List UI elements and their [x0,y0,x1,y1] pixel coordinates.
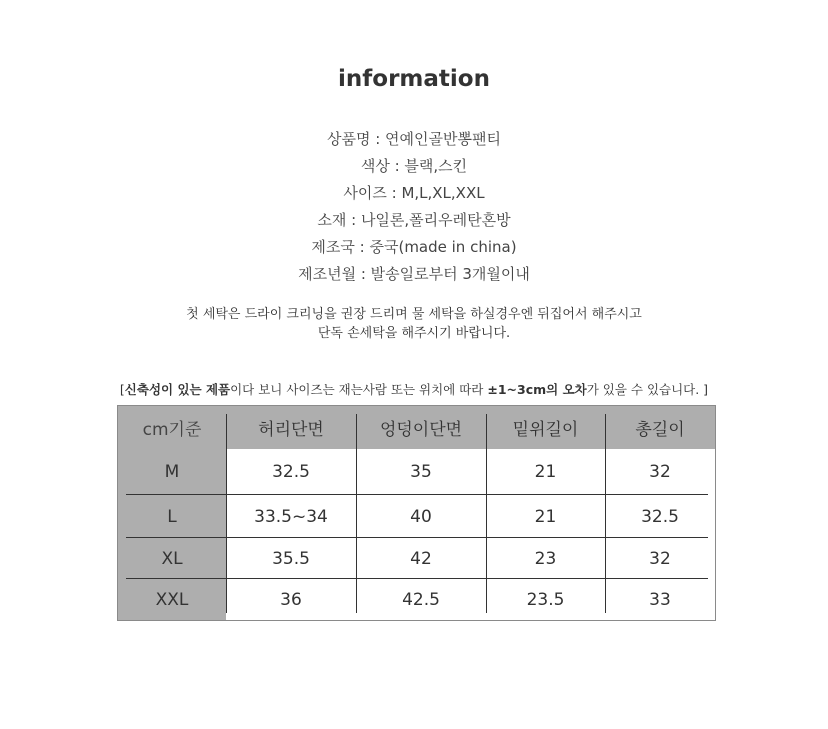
cell-l-rise: 21 [534,507,557,527]
row-size-xxl: XXL [155,590,189,610]
info-material: 소재 : 나일론,폴리우레탄혼방 [317,211,511,229]
info-country: 제조국 : 중국(made in china) [311,238,517,256]
cell-xxl-waist: 36 [280,590,302,610]
grid-vline-1 [226,414,227,613]
care-line-1: 첫 세탁은 드라이 크리닝을 권장 드리며 물 세탁을 하실경우엔 뒤집어서 해주시고 [186,307,642,322]
grid-hline-2 [126,537,708,538]
cell-xxl-length: 33 [649,590,671,610]
grid-hline-3 [126,578,708,579]
cell-xl-rise: 23 [534,549,557,569]
cell-m-waist: 32.5 [272,462,310,482]
grid-hline-1 [126,494,708,495]
cell-xl-waist: 35.5 [272,549,310,569]
care-instructions [0,305,828,343]
info-color: 색상 : 블랙,스킨 [360,157,468,175]
size-table [117,405,716,621]
info-size: 사이즈 : M,L,XL,XXL [343,184,485,202]
grid-vline-3 [486,414,487,613]
row-size-xl: XL [161,549,183,569]
cell-l-waist: 33.5~34 [254,507,328,527]
grid-vline-2 [356,414,357,613]
cell-m-length: 32 [649,462,671,482]
cell-m-rise: 21 [534,462,557,482]
care-line-2: 단독 손세탁을 해주시기 바랍니다. [317,326,511,341]
cell-xl-hip: 42 [410,549,432,569]
info-product-name: 상품명 : 연예인골반뽕팬티 [327,130,501,148]
cell-l-hip: 40 [410,507,432,527]
notice-bold-1: 신축성이 있는 제품 [124,382,231,397]
cell-m-hip: 35 [410,462,432,482]
notice-text-2: 가 있을 수 있습니다. ] [586,382,709,397]
notice-bold-2: ±1~3cm의 오차 [487,382,587,397]
header-waist: 허리단면 [258,420,324,440]
row-size-m: M [164,462,180,482]
cell-l-length: 32.5 [641,507,679,527]
header-cm-basis: cm기준 [142,420,202,440]
page-title: information [338,66,490,92]
notice-open: [ [119,382,125,397]
cell-xxl-rise: 23.5 [526,590,565,610]
header-rise: 밑위길이 [512,420,579,440]
header-total-length: 총길이 [635,420,685,440]
info-manufacture-date: 제조년월 : 발송일로부터 3개월이내 [298,265,530,283]
cell-xxl-hip: 42.5 [402,590,440,610]
size-notice [0,380,828,398]
header-hip: 엉덩이단면 [379,420,463,440]
product-info-list [0,126,828,288]
cell-xl-length: 32 [649,549,671,569]
notice-text-1: 이다 보니 사이즈는 재는사람 또는 위치에 따라 [230,382,488,397]
grid-vline-4 [605,414,606,613]
row-size-l: L [167,507,177,527]
